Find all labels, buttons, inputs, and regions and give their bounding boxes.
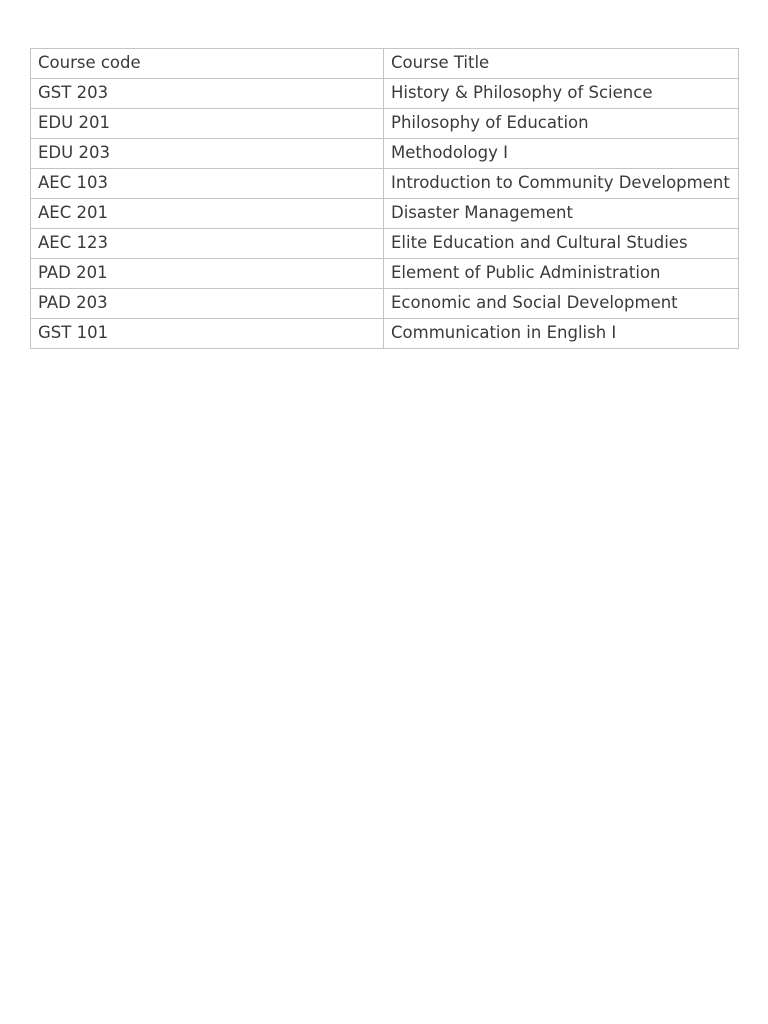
course-title-cell: Disaster Management <box>384 199 739 229</box>
table-row <box>31 109 739 139</box>
course-title-cell: Elite Education and Cultural Studies <box>384 229 739 259</box>
course-code-cell: AEC 123 <box>31 229 384 259</box>
course-code-cell: AEC 201 <box>31 199 384 229</box>
course-code-cell: GST 203 <box>31 79 384 109</box>
table-body <box>31 79 739 349</box>
header-course-title: Course Title <box>384 49 739 79</box>
table-row <box>31 139 739 169</box>
table-row <box>31 79 739 109</box>
course-code-cell: PAD 201 <box>31 259 384 289</box>
course-title-cell: Philosophy of Education <box>384 109 739 139</box>
table-row <box>31 289 739 319</box>
course-code-cell: AEC 103 <box>31 169 384 199</box>
course-title-cell: History & Philosophy of Science <box>384 79 739 109</box>
course-code-cell: EDU 201 <box>31 109 384 139</box>
header-row <box>31 49 739 79</box>
course-title-cell: Communication in English I <box>384 319 739 349</box>
table-row <box>31 259 739 289</box>
table-row <box>31 169 739 199</box>
table-header <box>31 49 739 79</box>
table-row <box>31 229 739 259</box>
course-code-cell: EDU 203 <box>31 139 384 169</box>
course-code-cell: PAD 203 <box>31 289 384 319</box>
table-row <box>31 319 739 349</box>
course-code-cell: GST 101 <box>31 319 384 349</box>
table-row <box>31 199 739 229</box>
course-title-cell: Methodology I <box>384 139 739 169</box>
course-title-cell: Element of Public Administration <box>384 259 739 289</box>
header-course-code: Course code <box>31 49 384 79</box>
course-title-cell: Economic and Social Development <box>384 289 739 319</box>
course-table <box>30 48 739 349</box>
course-title-cell: Introduction to Community Development <box>384 169 739 199</box>
